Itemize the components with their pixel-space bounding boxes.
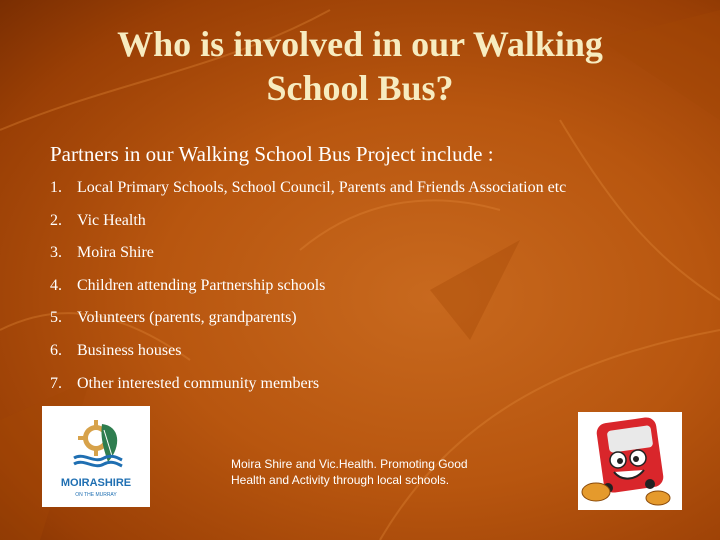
moira-shire-logo-icon — [42, 406, 150, 507]
item-number: 5. — [50, 309, 62, 327]
slide-title — [60, 22, 660, 110]
bus-mascot-icon — [578, 412, 682, 510]
caption-line-1: Moira Shire and Vic.Health. Promoting Good — [231, 457, 468, 471]
svg-text:MOIRASHIRE — [61, 477, 131, 489]
item-text: Volunteers (parents, grandparents) — [77, 309, 297, 327]
list-item — [50, 338, 690, 371]
title-line-2: School Bus? — [266, 68, 454, 108]
item-number: 4. — [50, 276, 62, 294]
item-text: Other interested community members — [77, 374, 320, 392]
moira-shire-logo — [42, 406, 150, 507]
list-item — [50, 273, 690, 306]
item-text: Children attending Partnership schools — [77, 276, 326, 294]
partners-list — [50, 175, 690, 403]
caption-line-2: Health and Activity through local schools. — [231, 473, 450, 487]
subtitle: Partners in our Walking School Bus Project include : — [50, 142, 494, 166]
item-number: 7. — [50, 374, 62, 392]
item-text: Local Primary Schools, School Council, Parents and Friends Association etc — [77, 179, 567, 196]
title-line-1: Who is involved in our Walking — [117, 24, 603, 64]
logo-name-part1: MOIRA — [60, 477, 98, 489]
list-item — [50, 371, 690, 404]
item-number: 1. — [50, 179, 62, 196]
item-number: 3. — [50, 244, 62, 262]
list-item — [50, 240, 690, 273]
item-number: 6. — [50, 341, 62, 359]
logo-tagline: ON THE MURRAY — [75, 492, 117, 498]
item-text: Business houses — [77, 341, 182, 359]
list-item — [50, 208, 690, 241]
logo-name-part2: SHIRE — [97, 477, 132, 489]
walking-bus-mascot — [578, 412, 682, 510]
item-text: Vic Health — [77, 211, 146, 229]
list-item — [50, 175, 690, 208]
caption — [231, 456, 531, 488]
list-item — [50, 305, 690, 338]
item-number: 2. — [50, 211, 62, 229]
item-text: Moira Shire — [77, 244, 154, 262]
